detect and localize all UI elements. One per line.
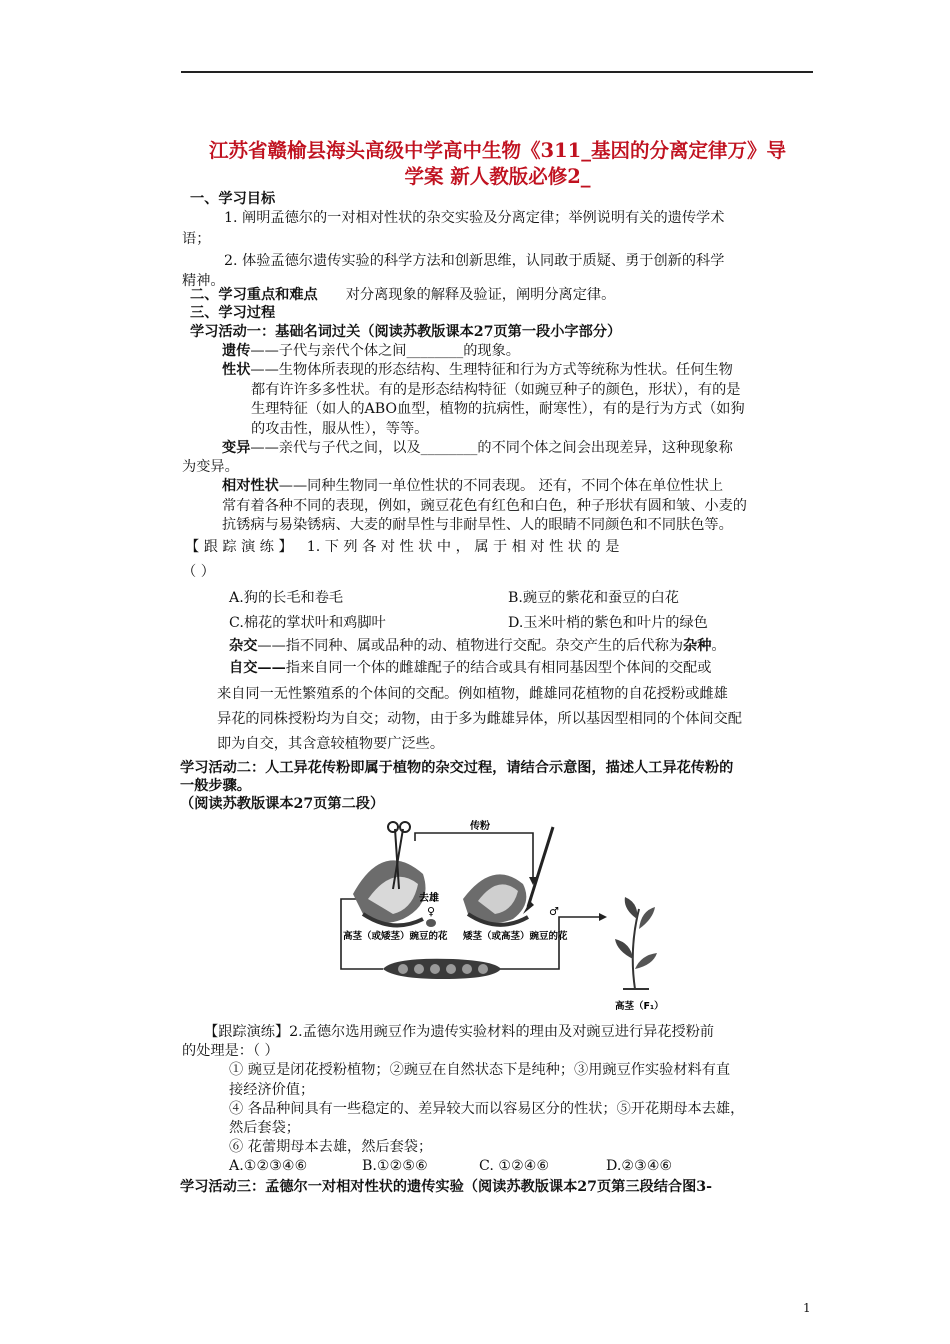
section3-heading: 三、学习过程: [190, 305, 276, 321]
exercise1-option-b: B.豌豆的紫花和蚕豆的白花: [508, 590, 679, 606]
section2-heading: 二、学习重点和难点: [190, 287, 318, 303]
term-bianyi: [222, 438, 733, 458]
exercise2-option-d: D.②③④⑥: [606, 1158, 673, 1174]
exercise2-question-2: 的处理是：（ ）: [182, 1043, 279, 1059]
term-zijiao-text: 指来自同一个体的雌雄配子的结合或具有相同基因型个体间的交配或: [285, 660, 712, 676]
term-xingzhuang-text: ——生物体所表现的形态结构、生理特征和行为方式等统称为性状。任何生物: [250, 362, 733, 378]
section2-text: 对分离现象的解释及验证，阐明分离定律。: [345, 287, 616, 303]
term-yichuan-label: 遗传: [222, 343, 251, 359]
activity2-heading: 学习活动二：人工异花传粉即属于植物的杂交过程，请结合示意图，描述人工异花传粉的: [180, 760, 734, 776]
exercise1-text: 1. 下 列 各 对 性 状 中 ， 属 于 相 对 性 状 的 是: [306, 539, 620, 555]
section1-heading: 一、学习目标: [190, 191, 276, 207]
label-male: ♂: [549, 905, 559, 918]
exercise1-question: [185, 537, 619, 557]
exercise1-option-a: A.狗的长毛和卷毛: [229, 590, 344, 606]
title-line-2: 学案 新人教版必修2_: [404, 165, 591, 188]
activity3-heading: 学习活动三：孟德尔一对相对性状的遗传实验（阅读苏教版课本27页第三段结合图3-: [180, 1179, 713, 1195]
term-yichuan-text: ——子代与亲代个体之间________的现象。: [250, 343, 520, 359]
label-flower2: 矮茎（或高茎）豌豆的花: [463, 931, 568, 942]
section2-line: [190, 285, 615, 305]
document-title: [175, 138, 820, 190]
term-xingzhuang-3: 生理特征（如人的ABO血型，植物的抗病性，耐寒性），有的是行为方式（如狗: [251, 401, 745, 417]
term-zijiao-label: 自交——: [229, 660, 286, 676]
term-zajiao-bold: 杂种: [683, 638, 712, 654]
term-bianyi-2: 为变异。: [182, 459, 239, 475]
title-line-1: 江苏省赣榆县海头高级中学高中生物《311_基因的分离定律万》导: [209, 139, 786, 162]
exercise2-option-c: C. ①②④⑥: [479, 1158, 550, 1174]
exercise1-paren: （ ）: [182, 564, 215, 580]
activity2-ref: （阅读苏教版课本27页第二段）: [180, 796, 385, 812]
pollination-diagram: [323, 819, 680, 1016]
term-xiangdui-label: 相对性状: [222, 478, 279, 494]
exercise2-option-a: A.①②③④⑥: [229, 1158, 308, 1174]
term-xingzhuang-2: 都有许许多多性状。有的是形态结构特征（如豌豆种子的颜色，形状），有的是: [251, 382, 741, 398]
term-zajiao: [229, 636, 726, 656]
goal-item-2-cont: 精神。: [182, 273, 225, 289]
term-bianyi-text: ——亲代与子代之间，以及________的不同个体之间会出现差异，这种现象称: [250, 440, 733, 456]
exercise2-item-1-cont: 接经济价值；: [229, 1082, 315, 1098]
label-f1: 高茎（F₁）: [615, 1001, 664, 1012]
term-xiangdui-2: 常有着各种不同的表现，例如，豌豆花色有红色和白色，种子形状有圆和皱、小麦的: [222, 498, 747, 514]
header-rule: [181, 71, 813, 73]
exercise2-question: 【跟踪演练】2.孟德尔选用豌豆作为遗传实验材料的理由及对豌豆进行异花授粉前: [204, 1024, 715, 1040]
term-yichuan: [222, 341, 520, 361]
term-bianyi-label: 变异: [222, 440, 251, 456]
term-zijiao-2: 来自同一无性繁殖系的个体间的交配。例如植物，雌雄同花植物的自花授粉或雌雄: [217, 686, 728, 702]
term-zijiao-4: 即为自交，其含意较植物要广泛些。: [217, 736, 445, 752]
label-chuanfen: 传粉: [470, 821, 490, 832]
exercise2-item-2-cont: 然后套袋；: [229, 1120, 300, 1136]
exercise2-item-2: ④ 各品种间具有一些稳定的、差异较大而以容易区分的性状；⑤开花期母本去雄，: [229, 1101, 745, 1117]
activity2-heading-2: 一般步骤。: [180, 778, 251, 794]
goal-item-1: 1. 阐明孟德尔的一对相对性状的杂交实验及分离定律；举例说明有关的遗传学术: [224, 210, 725, 226]
term-zajiao-text: ——指不同种、属或品种的动、植物进行交配。杂交产生的后代称为: [257, 638, 684, 654]
label-female: ♀: [427, 905, 436, 918]
term-zajiao-end: 。: [711, 638, 726, 654]
label-flower1: 高茎（或矮茎）豌豆的花: [343, 931, 448, 942]
goal-item-1-cont: 语；: [182, 231, 211, 247]
goal-item-2: 2. 体验孟德尔遗传实验的科学方法和创新思维，认同敢于质疑、勇于创新的科学: [224, 253, 725, 269]
exercise1-label: 【 跟 踪 演 练 】: [185, 539, 293, 555]
term-xingzhuang: [222, 360, 733, 380]
pollination-diagram-svg: [323, 819, 680, 1016]
term-xiangdui-text: ——同种生物同一单位性状的不同表现。 还有，不同个体在单位性状上: [278, 478, 724, 494]
exercise2-item-1: ① 豌豆是闭花授粉植物；②豌豆在自然状态下是纯种；③用豌豆作实验材料有直: [229, 1062, 731, 1078]
exercise1-option-c: C.棉花的掌状叶和鸡脚叶: [229, 615, 386, 631]
term-zijiao-3: 异花的同株授粉均为自交；动物，由于多为雌雄异体，所以基因型相同的个体间交配: [217, 711, 742, 727]
label-quxiong: 去雄: [419, 893, 439, 904]
activity1-heading: 学习活动一：基础名词过关（阅读苏教版课本27页第一段小字部分）: [190, 324, 622, 340]
exercise2-option-b: B.①②⑤⑥: [362, 1158, 428, 1174]
page-number: 1: [803, 1301, 811, 1315]
term-xingzhuang-label: 性状: [222, 362, 251, 378]
term-zajiao-label: 杂交: [229, 638, 258, 654]
exercise2-item-3: ⑥ 花蕾期母本去雄，然后套袋；: [229, 1139, 433, 1155]
term-zijiao: [229, 658, 711, 678]
term-xingzhuang-4: 的攻击性，服从性），等等。: [251, 421, 429, 437]
term-xiangdui: [222, 476, 723, 496]
term-xiangdui-3: 抗锈病与易染锈病、大麦的耐旱性与非耐旱性、人的眼睛不同颜色和不同肤色等。: [222, 517, 733, 533]
exercise1-option-d: D.玉米叶梢的紫色和叶片的绿色: [508, 615, 708, 631]
